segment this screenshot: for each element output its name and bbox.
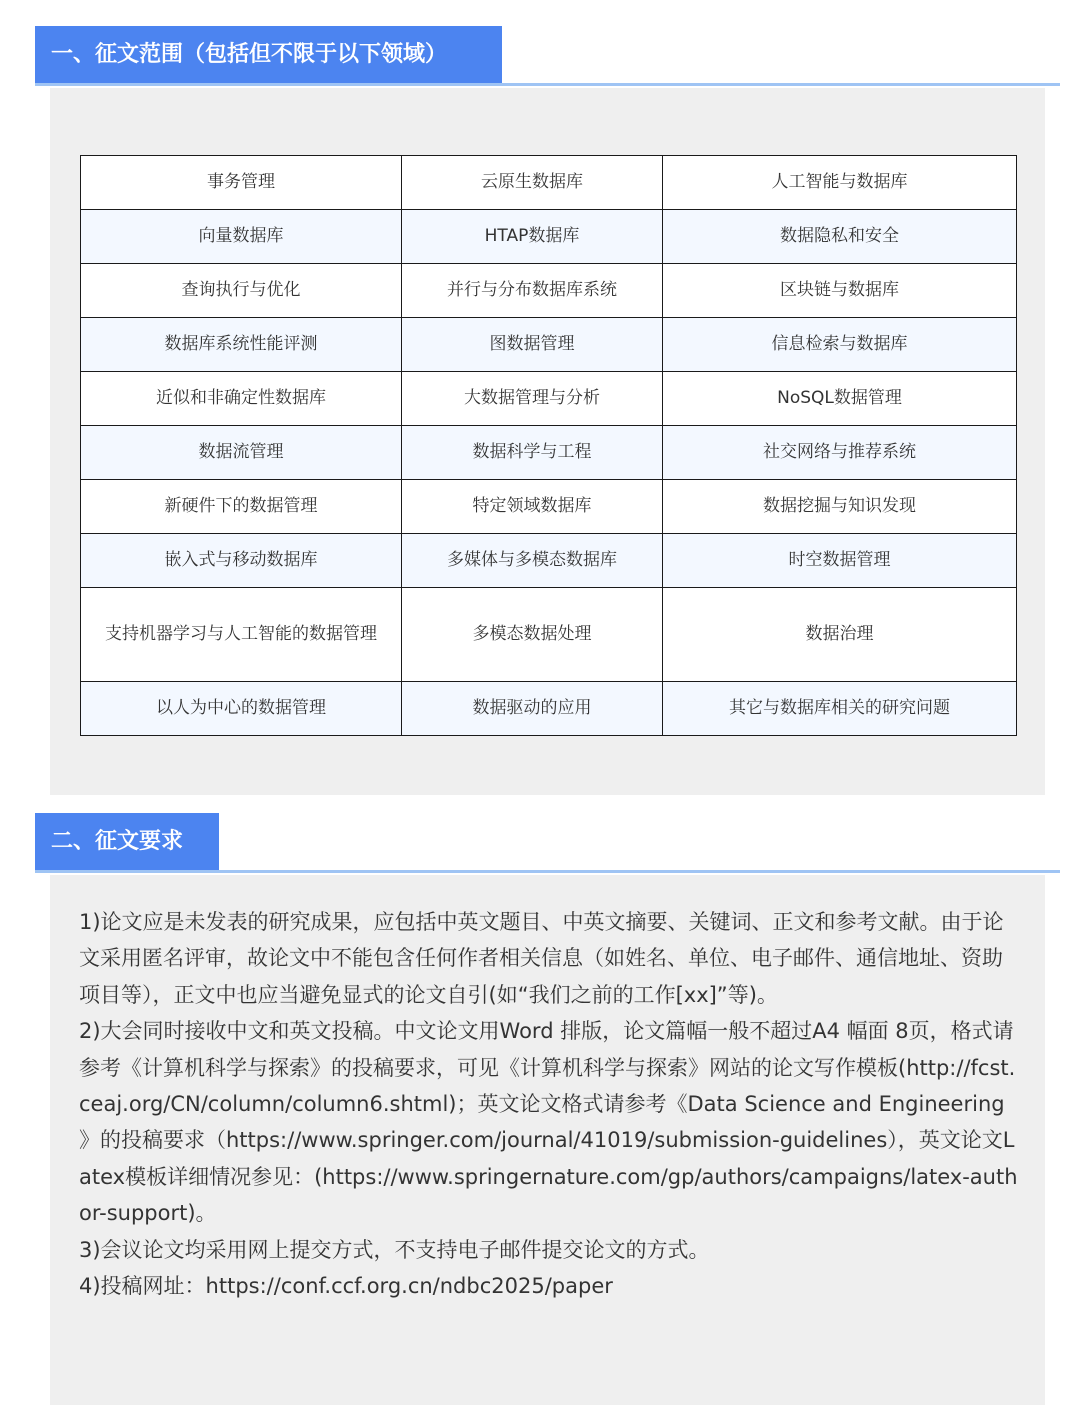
table-cell: 社交网络与推荐系统 bbox=[663, 426, 1017, 480]
table-cell: 数据科学与工程 bbox=[402, 426, 663, 480]
requirement-item: 3)会议论文均采用网上提交方式，不支持电子邮件提交论文的方式。 bbox=[79, 1237, 710, 1262]
table-cell: 以人为中心的数据管理 bbox=[81, 682, 402, 736]
table-row bbox=[81, 534, 1017, 588]
topics-table bbox=[80, 155, 1017, 736]
table-cell: 数据驱动的应用 bbox=[402, 682, 663, 736]
table-row bbox=[81, 588, 1017, 682]
table-cell: 人工智能与数据库 bbox=[663, 156, 1017, 210]
section-title-scope: 一、征文范围（包括但不限于以下领域） bbox=[35, 26, 502, 84]
table-cell: 云原生数据库 bbox=[402, 156, 663, 210]
table-cell: 特定领域数据库 bbox=[402, 480, 663, 534]
table-cell: 数据挖掘与知识发现 bbox=[663, 480, 1017, 534]
table-cell: 数据流管理 bbox=[81, 426, 402, 480]
table-row bbox=[81, 210, 1017, 264]
table-cell: 数据治理 bbox=[663, 588, 1017, 682]
table-row bbox=[81, 682, 1017, 736]
table-cell: 数据隐私和安全 bbox=[663, 210, 1017, 264]
section-title-requirements: 二、征文要求 bbox=[35, 813, 219, 871]
table-cell: NoSQL数据管理 bbox=[663, 372, 1017, 426]
table-cell: 并行与分布数据库系统 bbox=[402, 264, 663, 318]
table-row bbox=[81, 372, 1017, 426]
requirements-text bbox=[79, 904, 1019, 1304]
requirement-item: 4)投稿网址：https://conf.ccf.org.cn/ndbc2025/paper bbox=[79, 1274, 613, 1299]
table-cell: 近似和非确定性数据库 bbox=[81, 372, 402, 426]
table-cell: 多媒体与多模态数据库 bbox=[402, 534, 663, 588]
table-cell: 信息检索与数据库 bbox=[663, 318, 1017, 372]
table-cell: 嵌入式与移动数据库 bbox=[81, 534, 402, 588]
requirement-item: 1)论文应是未发表的研究成果，应包括中英文题目、中英文摘要、关键词、正文和参考文献。由于论文采用匿名评审，故论文中不能包含任何作者相关信息（如姓名、单位、电子邮件、通信地址、资助项目等），正文中也应当避免显式的论文自引(如“我们之前的工作[xx]”等)。 bbox=[79, 910, 1004, 1007]
section-divider bbox=[35, 83, 1060, 86]
section-header-scope bbox=[35, 26, 1060, 86]
table-cell: 支持机器学习与人工智能的数据管理 bbox=[81, 588, 402, 682]
table-row bbox=[81, 318, 1017, 372]
table-row bbox=[81, 156, 1017, 210]
table-row bbox=[81, 264, 1017, 318]
table-cell: 向量数据库 bbox=[81, 210, 402, 264]
table-cell: 事务管理 bbox=[81, 156, 402, 210]
table-cell: HTAP数据库 bbox=[402, 210, 663, 264]
table-cell: 其它与数据库相关的研究问题 bbox=[663, 682, 1017, 736]
requirement-item: 2)大会同时接收中文和英文投稿。中文论文用Word 排版，论文篇幅一般不超过A4 幅面 8页，格式请参考《计算机科学与探索》的投稿要求，可见《计算机科学与探索》网站的论文写作模板(http://fcst.ceaj.org/CN/column/column6.shtml)；英文论文格式请参考《Data Science and Engineering 》的投稿要求（https://www.springer.com/journal/41019/submission-guidelines），英文论文Latex模板详细情况参见：(https://www.springernature.com/gp/authors/campaigns/latex-author-support)。 bbox=[79, 1019, 1018, 1226]
table-cell: 图数据管理 bbox=[402, 318, 663, 372]
table-cell: 大数据管理与分析 bbox=[402, 372, 663, 426]
table-cell: 多模态数据处理 bbox=[402, 588, 663, 682]
table-cell: 查询执行与优化 bbox=[81, 264, 402, 318]
table-row bbox=[81, 480, 1017, 534]
section-header-requirements bbox=[35, 813, 1060, 873]
section-divider bbox=[35, 870, 1060, 873]
table-cell: 区块链与数据库 bbox=[663, 264, 1017, 318]
table-cell: 数据库系统性能评测 bbox=[81, 318, 402, 372]
table-row bbox=[81, 426, 1017, 480]
table-cell: 时空数据管理 bbox=[663, 534, 1017, 588]
table-cell: 新硬件下的数据管理 bbox=[81, 480, 402, 534]
